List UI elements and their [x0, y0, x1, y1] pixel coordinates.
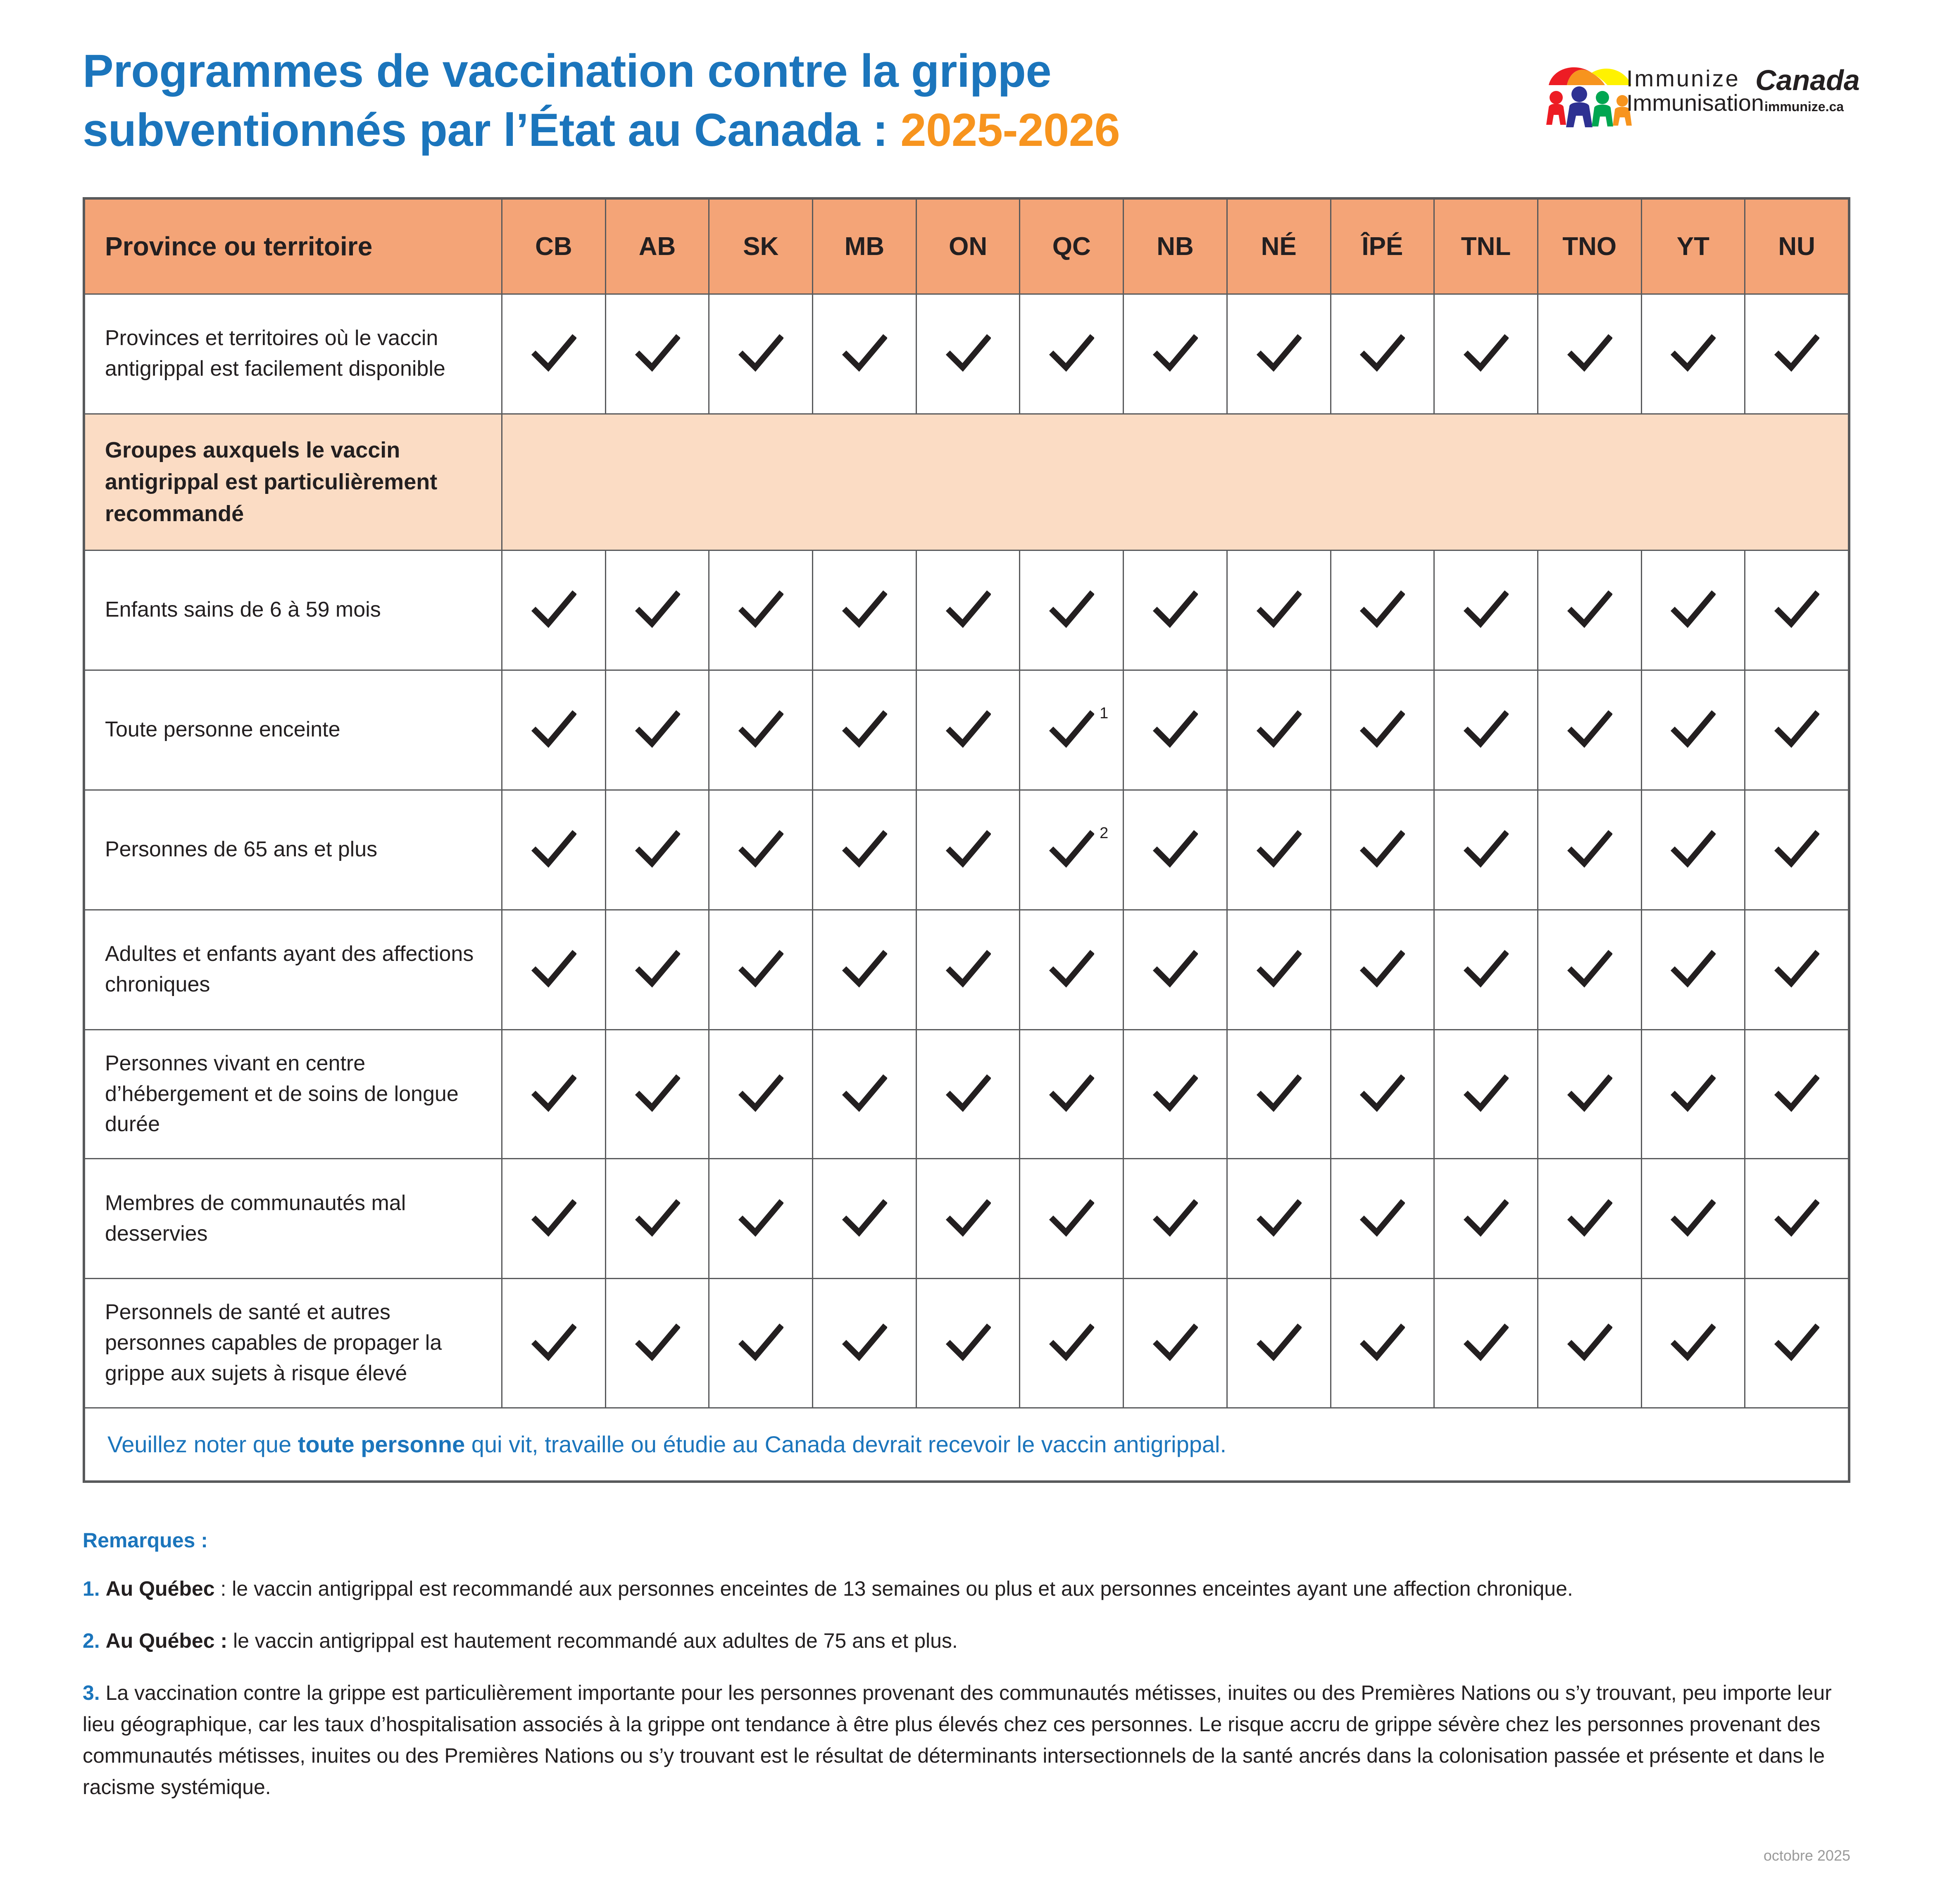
cell-né	[1227, 910, 1331, 1029]
checkmark-icon	[1670, 947, 1716, 992]
checkmark-icon	[945, 1320, 991, 1366]
checkmark-icon	[1049, 587, 1094, 633]
checkmark-icon	[531, 1071, 576, 1117]
table-section-row	[85, 414, 1849, 550]
cell-qc	[1020, 1029, 1124, 1158]
checkmark-icon	[531, 587, 576, 633]
footer-note-bold: toute personne	[298, 1431, 465, 1457]
cell-né	[1227, 1279, 1331, 1408]
checkmark-icon	[1359, 1320, 1405, 1366]
checkmark-icon	[842, 1196, 887, 1242]
cell-sk	[709, 1029, 813, 1158]
cell-né	[1227, 790, 1331, 910]
checkmark-icon	[1359, 827, 1405, 872]
checkmark-icon	[1256, 827, 1302, 872]
remark-text: : le vaccin antigrippal est recommandé aux personnes enceintes de 13 semaines ou plus et aux personnes enceintes ayant une affection chronique.	[214, 1577, 1573, 1601]
checkmark-icon	[1774, 707, 1819, 753]
footnote-marker: 2	[1100, 825, 1109, 842]
checkmark-icon	[1567, 1196, 1612, 1242]
cell-né	[1227, 550, 1331, 670]
column-header-yt: YT	[1641, 199, 1745, 294]
checkmark-icon	[1774, 587, 1819, 633]
checkmark-icon	[738, 947, 783, 992]
checkmark-icon	[842, 1320, 887, 1366]
checkmark-icon	[531, 331, 576, 377]
cell-yt	[1641, 910, 1745, 1029]
page-title	[83, 41, 1120, 160]
cell-nu	[1745, 1029, 1849, 1158]
table-row	[85, 790, 1849, 910]
cell-qc	[1020, 1159, 1124, 1279]
cell-ab	[605, 670, 709, 790]
remark-text: le vaccin antigrippal est hautement recommandé aux adultes de 75 ans et plus.	[227, 1629, 958, 1653]
cell-ab	[605, 910, 709, 1029]
cell-yt	[1641, 1029, 1745, 1158]
cell-îpé	[1331, 550, 1434, 670]
cell-ab	[605, 1279, 709, 1408]
cell-nu	[1745, 550, 1849, 670]
checkmark-icon	[1463, 1320, 1509, 1366]
checkmark-icon	[635, 1320, 680, 1366]
cell-on	[916, 1159, 1020, 1279]
section-row-fill	[502, 414, 1849, 550]
checkmark-icon	[1774, 827, 1819, 872]
checkmark-icon	[945, 947, 991, 992]
cell-on	[916, 1279, 1020, 1408]
cell-tno	[1538, 910, 1641, 1029]
remark-number: 3.	[83, 1681, 100, 1705]
cell-on	[916, 910, 1020, 1029]
footer-note-prefix: Veuillez noter que	[107, 1431, 298, 1457]
cell-nu	[1745, 790, 1849, 910]
checkmark-icon	[1359, 947, 1405, 992]
checkmark-icon	[1049, 947, 1094, 992]
cell-sk	[709, 550, 813, 670]
column-header-sk: SK	[709, 199, 813, 294]
cell-nb	[1124, 670, 1227, 790]
cell-îpé	[1331, 1279, 1434, 1408]
cell-on	[916, 550, 1020, 670]
column-header-nu: NU	[1745, 199, 1849, 294]
checkmark-icon	[1567, 331, 1612, 377]
cell-cb	[502, 670, 606, 790]
checkmark-icon	[842, 587, 887, 633]
checkmark-icon	[531, 707, 576, 753]
checkmark-icon	[1049, 705, 1109, 753]
checkmark-icon	[1463, 587, 1509, 633]
cell-yt	[1641, 550, 1745, 670]
checkmark-icon	[1774, 1071, 1819, 1117]
checkmark-icon	[531, 1320, 576, 1366]
table-row	[85, 910, 1849, 1029]
cell-tno	[1538, 550, 1641, 670]
logo-line-immunisation: Immunisation	[1626, 90, 1764, 116]
checkmark-icon	[1670, 331, 1716, 377]
cell-tno	[1538, 1029, 1641, 1158]
title-year: 2025-2026	[900, 104, 1120, 156]
remarks-section	[83, 1528, 1850, 1803]
checkmark-icon	[531, 1196, 576, 1242]
logo-wordmark	[1626, 67, 1764, 116]
checkmark-icon	[738, 587, 783, 633]
checkmark-icon	[1774, 1320, 1819, 1366]
cell-tnl	[1434, 670, 1538, 790]
cell-sk	[709, 670, 813, 790]
logo-url: immunize.ca	[1764, 99, 1844, 114]
checkmark-icon	[1152, 1071, 1198, 1117]
checkmark-icon	[1152, 331, 1198, 377]
cell-cb	[502, 1279, 606, 1408]
cell-on	[916, 1029, 1020, 1158]
cell-îpé	[1331, 294, 1434, 414]
logo-line-immunize: Immunize	[1626, 65, 1740, 91]
checkmark-icon	[1256, 707, 1302, 753]
cell-tno	[1538, 790, 1641, 910]
cell-nu	[1745, 294, 1849, 414]
row-label: Enfants sains de 6 à 59 mois	[85, 550, 502, 670]
checkmark-icon	[1359, 587, 1405, 633]
checkmark-icon	[1256, 1320, 1302, 1366]
section-row-label: Groupes auxquels le vaccin antigrippal est particulièrement recommandé	[85, 414, 502, 550]
checkmark-icon	[1463, 331, 1509, 377]
row-label: Personnes de 65 ans et plus	[85, 790, 502, 910]
checkmark-icon	[1463, 1196, 1509, 1242]
checkmark-icon	[1049, 331, 1094, 377]
page-header	[0, 0, 1933, 160]
remark-bold-lead: Au Québec	[105, 1577, 215, 1601]
cell-nu	[1745, 670, 1849, 790]
checkmark-icon	[738, 1320, 783, 1366]
cell-sk	[709, 294, 813, 414]
checkmark-icon	[945, 707, 991, 753]
checkmark-icon	[635, 331, 680, 377]
cell-sk	[709, 910, 813, 1029]
cell-cb	[502, 910, 606, 1029]
checkmark-icon	[1256, 331, 1302, 377]
cell-ab	[605, 1029, 709, 1158]
checkmark-icon	[1049, 1071, 1094, 1117]
checkmark-icon	[1774, 331, 1819, 377]
column-header-mb: MB	[813, 199, 917, 294]
checkmark-icon	[842, 947, 887, 992]
cell-on	[916, 790, 1020, 910]
checkmark-icon	[531, 827, 576, 872]
checkmark-icon	[1152, 1196, 1198, 1242]
cell-mb	[813, 294, 917, 414]
column-header-province: Province ou territoire	[85, 199, 502, 294]
column-header-cb: CB	[502, 199, 606, 294]
cell-tno	[1538, 1159, 1641, 1279]
checkmark-icon	[1049, 1196, 1094, 1242]
cell-tno	[1538, 1279, 1641, 1408]
checkmark-icon	[1359, 707, 1405, 753]
cell-îpé	[1331, 1159, 1434, 1279]
checkmark-icon	[635, 587, 680, 633]
checkmark-icon	[945, 1071, 991, 1117]
checkmark-icon	[1463, 827, 1509, 872]
remark-item	[83, 1573, 1850, 1604]
checkmark-icon	[635, 947, 680, 992]
checkmark-icon	[1152, 707, 1198, 753]
checkmark-icon	[945, 331, 991, 377]
cell-nu	[1745, 1159, 1849, 1279]
checkmark-icon	[1359, 331, 1405, 377]
table-row	[85, 1159, 1849, 1279]
cell-mb	[813, 910, 917, 1029]
flu-programs-table-wrapper	[83, 197, 1850, 1483]
checkmark-icon	[1567, 827, 1612, 872]
row-label: Toute personne enceinte	[85, 670, 502, 790]
cell-sk	[709, 1279, 813, 1408]
cell-yt	[1641, 790, 1745, 910]
checkmark-icon	[1256, 587, 1302, 633]
checkmark-icon	[1463, 1071, 1509, 1117]
cell-nu	[1745, 910, 1849, 1029]
checkmark-icon	[1567, 947, 1612, 992]
checkmark-icon	[738, 827, 783, 872]
checkmark-icon	[1463, 947, 1509, 992]
checkmark-icon	[945, 587, 991, 633]
column-header-tno: TNO	[1538, 199, 1641, 294]
checkmark-icon	[1256, 1071, 1302, 1117]
cell-cb	[502, 1029, 606, 1158]
flu-programs-table	[84, 198, 1849, 1482]
column-header-tnl: TNL	[1434, 199, 1538, 294]
cell-ab	[605, 1159, 709, 1279]
checkmark-icon	[738, 1071, 783, 1117]
cell-îpé	[1331, 910, 1434, 1029]
cell-qc	[1020, 1279, 1124, 1408]
checkmark-icon	[635, 827, 680, 872]
checkmark-icon	[1567, 707, 1612, 753]
cell-nb	[1124, 910, 1227, 1029]
title-line-1: Programmes de vaccination contre la grippe	[83, 45, 1052, 97]
table-header-row	[85, 199, 1849, 294]
logo-canada-word: Canada	[1755, 64, 1860, 96]
cell-né	[1227, 1029, 1331, 1158]
cell-tnl	[1434, 910, 1538, 1029]
table-row	[85, 550, 1849, 670]
cell-sk	[709, 790, 813, 910]
cell-nb	[1124, 1029, 1227, 1158]
checkmark-icon	[1567, 587, 1612, 633]
checkmark-icon	[1152, 587, 1198, 633]
table-row	[85, 294, 1849, 414]
table-body	[85, 294, 1849, 1481]
cell-cb	[502, 550, 606, 670]
cell-on	[916, 670, 1020, 790]
cell-nb	[1124, 790, 1227, 910]
remark-item	[83, 1677, 1850, 1803]
checkmark-icon	[1670, 1071, 1716, 1117]
cell-tno	[1538, 294, 1641, 414]
checkmark-icon	[1359, 1071, 1405, 1117]
remark-text: La vaccination contre la grippe est particulièrement importante pour les personnes provenant des communautés métisses, inuites ou des Premières Nations ou s’y trouvant, peu importe leur lieu géographique, car les taux d’hospitalisation associés à la grippe ont tendance à être plus élevés chez ces personnes. Le risque accru de grippe sévère chez les personnes provenant des communautés métisses, inuites ou des Premières Nations ou s’y trouvant est le résultat de déterminants intersectionnels de la santé ancrés dans la colonisation passée et présente et dans le racisme systémique.	[83, 1681, 1832, 1799]
column-header-nb: NB	[1124, 199, 1227, 294]
checkmark-icon	[842, 707, 887, 753]
cell-cb	[502, 790, 606, 910]
checkmark-icon	[1670, 827, 1716, 872]
checkmark-icon	[531, 947, 576, 992]
checkmark-icon	[635, 707, 680, 753]
cell-sk	[709, 1159, 813, 1279]
cell-mb	[813, 1029, 917, 1158]
checkmark-icon	[842, 827, 887, 872]
column-header-ipe: ÎPÉ	[1331, 199, 1434, 294]
cell-mb	[813, 790, 917, 910]
cell-né	[1227, 294, 1331, 414]
checkmark-icon	[1049, 1320, 1094, 1366]
checkmark-icon	[738, 1196, 783, 1242]
cell-tnl	[1434, 1159, 1538, 1279]
checkmark-icon	[1670, 1320, 1716, 1366]
cell-îpé	[1331, 790, 1434, 910]
immunize-canada-logo	[1536, 50, 1860, 153]
remarks-title: Remarques :	[83, 1529, 208, 1552]
checkmark-icon	[1152, 827, 1198, 872]
cell-mb	[813, 670, 917, 790]
footer-date: octobre 2025	[1763, 1847, 1850, 1864]
cell-îpé	[1331, 1029, 1434, 1158]
footnote-marker: 1	[1100, 705, 1109, 722]
table-row	[85, 1029, 1849, 1158]
table-head	[85, 199, 1849, 294]
checkmark-icon	[738, 331, 783, 377]
remark-number: 2.	[83, 1629, 100, 1653]
checkmark-icon	[635, 1071, 680, 1117]
cell-cb	[502, 294, 606, 414]
cell-tnl	[1434, 1029, 1538, 1158]
checkmark-icon	[1463, 707, 1509, 753]
column-header-on: ON	[916, 199, 1020, 294]
column-header-ab: AB	[605, 199, 709, 294]
checkmark-icon	[945, 1196, 991, 1242]
remarks-list	[83, 1573, 1850, 1803]
cell-qc	[1020, 910, 1124, 1029]
cell-nb	[1124, 294, 1227, 414]
checkmark-icon	[1774, 1196, 1819, 1242]
cell-qc	[1020, 670, 1124, 790]
checkmark-icon	[842, 331, 887, 377]
cell-qc	[1020, 294, 1124, 414]
remark-bold-lead: Au Québec :	[105, 1629, 228, 1653]
checkmark-icon	[1152, 1320, 1198, 1366]
title-line-2	[83, 100, 1120, 160]
checkmark-icon	[1049, 825, 1109, 872]
cell-mb	[813, 1279, 917, 1408]
row-label: Adultes et enfants ayant des affections chroniques	[85, 910, 502, 1029]
cell-qc	[1020, 550, 1124, 670]
table-footer-note	[85, 1408, 1849, 1481]
checkmark-icon	[842, 1071, 887, 1117]
remark-number: 1.	[83, 1577, 100, 1601]
checkmark-icon	[1359, 1196, 1405, 1242]
checkmark-icon	[738, 707, 783, 753]
cell-tno	[1538, 670, 1641, 790]
checkmark-icon	[945, 827, 991, 872]
cell-né	[1227, 1159, 1331, 1279]
checkmark-icon	[635, 1196, 680, 1242]
cell-tnl	[1434, 1279, 1538, 1408]
cell-yt	[1641, 294, 1745, 414]
cell-îpé	[1331, 670, 1434, 790]
cell-cb	[502, 1159, 606, 1279]
cell-tnl	[1434, 294, 1538, 414]
checkmark-icon	[1567, 1320, 1612, 1366]
checkmark-icon	[1256, 947, 1302, 992]
cell-on	[916, 294, 1020, 414]
cell-yt	[1641, 1279, 1745, 1408]
cell-tnl	[1434, 790, 1538, 910]
checkmark-icon	[1670, 587, 1716, 633]
table-row	[85, 670, 1849, 790]
row-label: Personnels de santé et autres personnes capables de propager la grippe aux sujets à risque élevé	[85, 1279, 502, 1408]
cell-ab	[605, 294, 709, 414]
cell-yt	[1641, 1159, 1745, 1279]
cell-nb	[1124, 1279, 1227, 1408]
cell-ab	[605, 550, 709, 670]
title-line-2-text: subventionnés par l’État au Canada :	[83, 104, 901, 156]
row-label: Provinces et territoires où le vaccin antigrippal est facilement disponible	[85, 294, 502, 414]
cell-né	[1227, 670, 1331, 790]
cell-yt	[1641, 670, 1745, 790]
cell-nb	[1124, 550, 1227, 670]
cell-ab	[605, 790, 709, 910]
cell-mb	[813, 1159, 917, 1279]
cell-mb	[813, 550, 917, 670]
cell-qc	[1020, 790, 1124, 910]
row-label: Personnes vivant en centre d’hébergement et de soins de longue durée	[85, 1029, 502, 1158]
row-label: Membres de communautés mal desservies	[85, 1159, 502, 1279]
checkmark-icon	[1670, 707, 1716, 753]
remark-item	[83, 1625, 1850, 1656]
column-header-qc: QC	[1020, 199, 1124, 294]
cell-nu	[1745, 1279, 1849, 1408]
checkmark-icon	[1152, 947, 1198, 992]
checkmark-icon	[1256, 1196, 1302, 1242]
checkmark-icon	[1567, 1071, 1612, 1117]
table-footer-note-row	[85, 1408, 1849, 1481]
cell-tnl	[1434, 550, 1538, 670]
column-header-ne: NÉ	[1227, 199, 1331, 294]
footer-note-suffix: qui vit, travaille ou étudie au Canada devrait recevoir le vaccin antigrippal.	[465, 1431, 1227, 1457]
table-row	[85, 1279, 1849, 1408]
checkmark-icon	[1670, 1196, 1716, 1242]
cell-nb	[1124, 1159, 1227, 1279]
checkmark-icon	[1774, 947, 1819, 992]
